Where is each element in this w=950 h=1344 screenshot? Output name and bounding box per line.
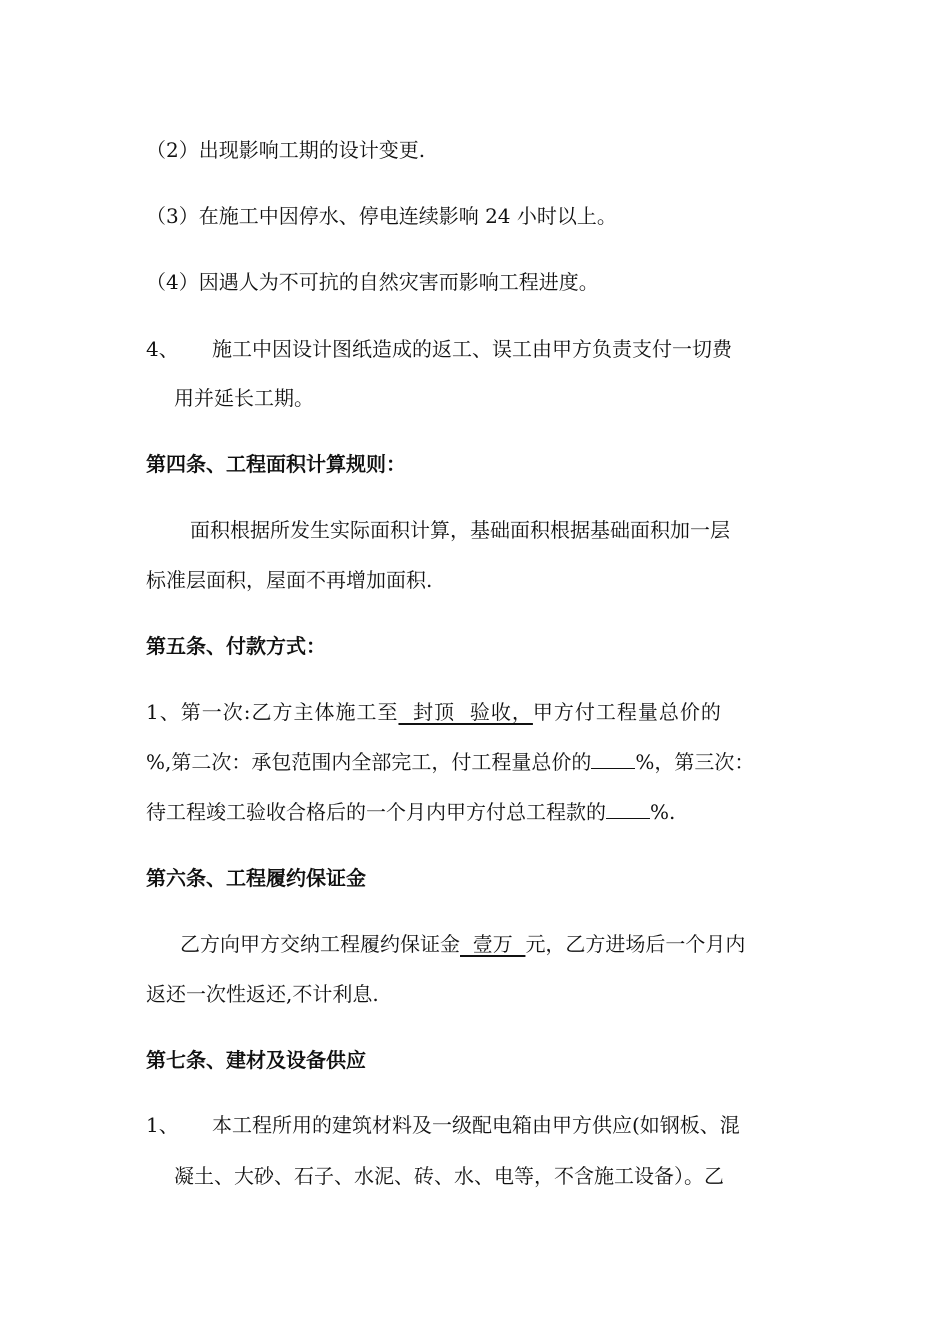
article-6-line-2: 返还一次性返还,不计利息.: [146, 982, 379, 1006]
article-4-line-1: 面积根据所发生实际面积计算，基础面积根据基础面积加一层: [190, 518, 730, 542]
clause-4-line-2: 用并延长工期。: [174, 386, 314, 410]
article-5-line-3: [146, 798, 675, 826]
deposit-amount: 壹万: [460, 932, 526, 956]
article-7-clause-1-line-1: 本工程所用的建筑材料及一级配电箱由甲方供应(如钢板、混: [212, 1113, 740, 1137]
item-3: （3）在施工中因停水、停电连续影响 24 小时以上。: [146, 204, 617, 228]
payment-1-milestone: 封顶 验收，: [398, 700, 533, 724]
article-5-heading: 第五条、付款方式：: [146, 634, 326, 658]
article-4-line-2: 标准层面积，屋面不再增加面积.: [146, 568, 433, 592]
payment-3-text: 待工程竣工验收合格后的一个月内甲方付总工程款的: [146, 800, 606, 824]
item-2: （2）出现影响工期的设计变更.: [146, 138, 426, 162]
clause-4-line-1: 施工中因设计图纸造成的返工、误工由甲方负责支付一切费: [212, 337, 732, 361]
payment-3-blank: [606, 798, 650, 819]
item-4: （4）因遇人为不可抗的自然灾害而影响工程进度。: [146, 270, 599, 294]
clause-4-number: 4、: [146, 337, 179, 361]
article-7-heading: 第七条、建材及设备供应: [146, 1048, 366, 1072]
article-5-line-2: [146, 748, 754, 776]
article-6-heading: 第六条、工程履约保证金: [146, 866, 366, 890]
deposit-suffix: 元，乙方进场后一个月内: [525, 932, 746, 956]
article-4-heading: 第四条、工程面积计算规则：: [146, 452, 406, 476]
payment-3-end: %.: [650, 800, 676, 824]
payment-1-suffix: 甲方付工程量总价的: [532, 700, 722, 724]
article-7-clause-1-line-2: 凝土、大砂、石子、水泥、砖、水、电等，不含施工设备）。乙: [174, 1164, 724, 1188]
payment-3-label: %，第三次：: [635, 750, 755, 774]
payment-1-prefix: 1、第一次:乙方主体施工至: [146, 700, 399, 724]
deposit-prefix: 乙方向甲方交纳工程履约保证金: [180, 932, 460, 956]
article-5-line-1: [146, 698, 722, 726]
payment-2-text: %,第二次：承包范围内全部完工，付工程量总价的: [146, 750, 592, 774]
article-6-line-1: [180, 930, 745, 958]
article-7-clause-1-number: 1、: [146, 1113, 179, 1137]
payment-2-blank: [591, 748, 635, 769]
